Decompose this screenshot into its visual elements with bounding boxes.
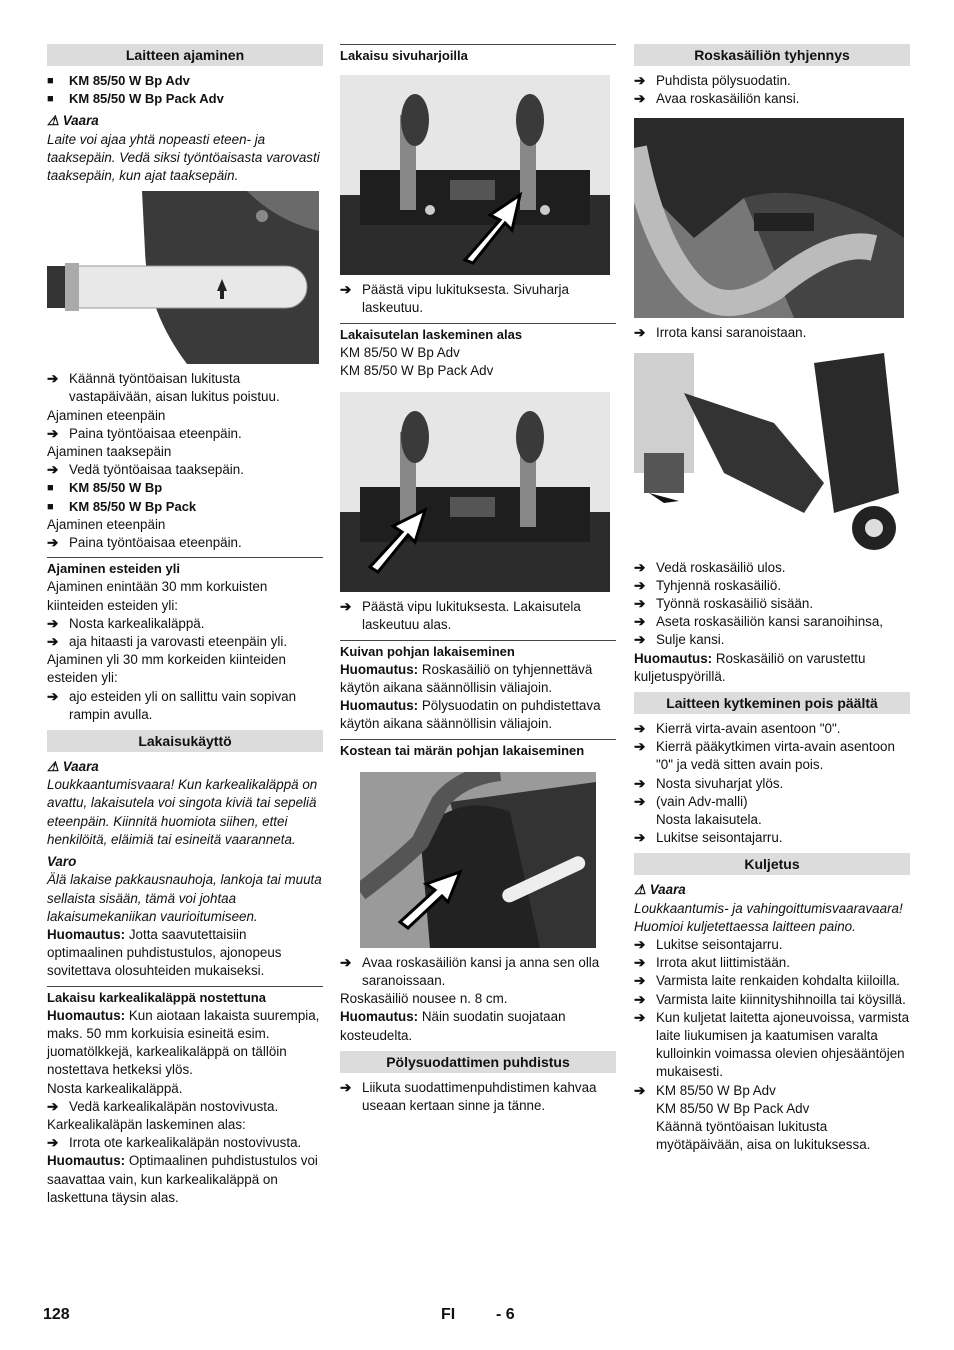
caution-text: Älä lakaise pakkausnauhoja, lankoja tai muuta sellaista sisään, tämä voi johtaa lakaisumekaniikan vaurioitumiseen. [47, 872, 322, 924]
warning-label: ⚠ Vaara [47, 113, 99, 129]
step: ➔ aja hitaasti ja varovasti eteenpäin yli. [47, 633, 323, 651]
step: ➔ Aseta roskasäiliön kansi saranoihinsa, [634, 613, 910, 631]
note: Huomautus: Optimaalinen puhdistustulos voi saavattaa vain, kun karkealikaläppä on laskettuna täysin alas. [47, 1153, 318, 1205]
text-line: Ajaminen eteenpäin [47, 516, 166, 532]
arrow-icon: ➔ [634, 721, 646, 737]
subheading-obstacles: Ajaminen esteiden yli [47, 557, 323, 578]
photo-open-lid [634, 118, 904, 318]
warning-label: ⚠ Vaara [634, 882, 686, 898]
step: ➔ (vain Adv-malli) [634, 793, 910, 811]
heading-switch-off: Laitteen kytkeminen pois päältä [634, 692, 910, 714]
step: ➔ Kierrä virta-avain asentoon "0". [634, 720, 910, 738]
model-item: ■ KM 85/50 W Bp Pack [47, 498, 323, 516]
warning-icon: ⚠ [47, 759, 60, 775]
subheading-dry-floor: Kuivan pohjan lakaiseminen [340, 640, 616, 661]
square-bullet-icon: ■ [47, 75, 54, 87]
warning-icon: ⚠ [634, 882, 647, 898]
note: Huomautus: Roskasäiliö on tyhjennettävä käytön aikana säännöllisin väliajoin. [340, 661, 593, 696]
step: ➔ Irrota kansi saranoistaan. [634, 324, 910, 342]
arrow-icon: ➔ [47, 615, 59, 631]
arrow-icon: ➔ [47, 634, 59, 650]
text-block: Ajaminen enintään 30 mm korkuisten kiinteiden esteiden yli: [47, 579, 268, 613]
subheading-flap-raised: Lakaisu karkealikaläppä nostettuna [47, 986, 323, 1007]
step: ➔ Avaa roskasäiliön kansi ja anna sen olla saranoissaan. [340, 954, 616, 990]
step: ➔ Irrota akut liittimistään. [634, 954, 910, 972]
arrow-icon: ➔ [634, 955, 646, 971]
text-block: Käännä työntöaisan lukitusta myötäpäivään, aisa on lukituksessa. [656, 1119, 871, 1153]
heading-driving: Laitteen ajaminen [47, 44, 323, 66]
arrow-icon: ➔ [634, 91, 646, 107]
heading-emptying: Roskasäiliön tyhjennys [634, 44, 910, 66]
step: ➔ ajo esteiden yli on sallittu vain sopivan rampin avulla. [47, 688, 323, 724]
arrow-icon: ➔ [47, 1135, 59, 1151]
arrow-icon: ➔ [634, 577, 646, 593]
arrow-icon: ➔ [634, 73, 646, 88]
arrow-icon: ➔ [47, 371, 59, 387]
column-3 [634, 44, 910, 1155]
arrow-icon: ➔ [634, 1082, 646, 1098]
step: ➔ KM 85/50 W Bp Adv [634, 1082, 910, 1100]
photo-pull-container [634, 353, 904, 553]
arrow-icon: ➔ [634, 793, 646, 809]
heading-filter-cleaning: Pölysuodattimen puhdistus [340, 1051, 616, 1073]
step: ➔ Varmista laite renkaiden kohdalta kiiloilla. [634, 972, 910, 990]
text-block: Ajaminen yli 30 mm korkeiden kiinteiden esteiden yli: [47, 652, 286, 686]
photo-levers-side [340, 75, 610, 275]
arrow-icon: ➔ [634, 973, 646, 989]
subheading-side-brushes: Lakaisu sivuharjoilla [340, 44, 616, 65]
square-bullet-icon: ■ [47, 482, 54, 495]
note: Huomautus: Pölysuodatin on puhdistettava käytön aikana säännöllisin väliajoin. [340, 698, 601, 732]
step: ➔ Käännä työntöaisan lukitusta vastapäivään, aisan lukitus poistuu. [47, 370, 323, 406]
step: ➔ Puhdista pölysuodatin. [634, 72, 910, 90]
step: ➔ Kun kuljetat laitetta ajoneuvoissa, varmista laite liukumisen ja kaatumisen varalta kulloinkin voimassa olevien ohjesääntöjen mukaisesti. [634, 1009, 910, 1082]
language-code: FI [441, 1306, 456, 1323]
step: ➔ Tyhjennä roskasäiliö. [634, 577, 910, 595]
step: ➔ Kierrä pääkytkimen virta-avain asentoon "0" ja vedä sitten avain pois. [634, 738, 910, 774]
note: Huomautus: Kun aiotaan lakaista suurempia, maks. 50 mm korkuisia esineitä esim. juomatölkkejä, karkealikaläppä on tällöin nostettava hetkeksi ylös. [47, 1007, 320, 1078]
arrow-icon: ➔ [634, 559, 646, 575]
step: ➔ Lukitse seisontajarru. [634, 936, 910, 954]
model-line: KM 85/50 W Bp Pack Adv [340, 363, 494, 379]
note: Huomautus: Jotta saavutettaisiin optimaalinen puhdistustulos, ajonopeus sovitettava olosuhteiden mukaiseksi. [47, 926, 282, 979]
step: ➔ Nosta karkealikaläppä. [47, 615, 323, 633]
subheading-wet-floor: Kostean tai märän pohjan lakaiseminen [340, 739, 616, 760]
step: ➔ Paina työntöaisaa eteenpäin. [47, 425, 323, 443]
heading-sweeping: Lakaisukäyttö [47, 730, 323, 752]
step: ➔ Nosta sivuharjat ylös. [634, 775, 910, 793]
warning-text: Loukkaantumis- ja vahingoittumisvaaravaara! Huomioi kuljetettaessa laitteen paino. [634, 900, 903, 934]
model-item: ■ KM 85/50 W Bp [47, 479, 323, 497]
step: ➔ Avaa roskasäiliön kansi. [634, 90, 910, 108]
arrow-icon: ➔ [47, 688, 59, 704]
step: ➔ Vedä työntöaisaa taaksepäin. [47, 461, 323, 479]
arrow-icon: ➔ [340, 954, 352, 970]
photo-container-lid [360, 772, 596, 948]
photo-levers-roller [340, 392, 610, 592]
step: ➔ Päästä vipu lukituksesta. Sivuharja laskeutuu. [340, 281, 616, 317]
text-line: Karkealikaläpän laskeminen alas: [47, 1116, 246, 1132]
warning-icon: ⚠ [47, 113, 60, 129]
arrow-icon: ➔ [634, 991, 646, 1007]
arrow-icon: ➔ [634, 830, 646, 846]
arrow-icon: ➔ [340, 1079, 352, 1095]
arrow-icon: ➔ [340, 282, 352, 298]
arrow-icon: ➔ [340, 599, 352, 615]
model-line: KM 85/50 W Bp Pack Adv [656, 1100, 810, 1116]
model-item: ■ KM 85/50 W Bp Pack Adv [47, 90, 323, 108]
step: ➔ Sulje kansi. [634, 631, 910, 649]
text-line: Roskasäiliö nousee n. 8 cm. [340, 991, 508, 1007]
step: ➔ Vedä karkealikaläpän nostovivusta. [47, 1098, 323, 1116]
arrow-icon: ➔ [634, 325, 646, 341]
square-bullet-icon: ■ [47, 500, 54, 513]
arrow-icon: ➔ [634, 1009, 646, 1025]
note: Huomautus: Roskasäiliö on varustettu kuljetuspyörillä. [634, 650, 866, 684]
arrow-icon: ➔ [634, 614, 646, 630]
warning-text: Laite voi ajaa yhtä nopeasti eteen- ja taaksepäin. Vedä siksi työntöaisasta varovasti taaksepäin, kun ajat taaksepäin. [47, 131, 320, 184]
step: ➔ Lukitse seisontajarru. [634, 829, 910, 847]
step: ➔ Päästä vipu lukituksesta. Lakaisutela laskeutuu alas. [340, 598, 616, 634]
step: ➔ Liikuta suodattimenpuhdistimen kahvaa useaan kertaan sinne ja tänne. [340, 1079, 616, 1115]
step: ➔ Työnnä roskasäiliö sisään. [634, 595, 910, 613]
warning-label: ⚠ Vaara [47, 759, 99, 775]
photo-push-handle [47, 191, 319, 364]
column-2 [340, 44, 616, 1115]
text-line: Ajaminen taaksepäin [47, 444, 172, 460]
arrow-icon: ➔ [634, 775, 646, 791]
arrow-icon: ➔ [47, 535, 59, 551]
model-item: ■ KM 85/50 W Bp Adv [47, 72, 323, 90]
arrow-icon: ➔ [47, 1098, 59, 1114]
caution-label: Varo [47, 854, 77, 870]
arrow-icon: ➔ [47, 462, 59, 478]
text-line: Nosta karkealikaläppä. [47, 1080, 183, 1096]
sub-page-number: - 6 [496, 1306, 515, 1323]
model-line: KM 85/50 W Bp Adv [340, 344, 460, 360]
arrow-icon: ➔ [47, 425, 59, 441]
arrow-icon: ➔ [634, 739, 646, 755]
subheading-lower-roller: Lakaisutelan laskeminen alas [340, 323, 616, 344]
step: ➔ Varmista laite kiinnityshihnoilla tai köysillä. [634, 991, 910, 1009]
step: ➔ Vedä roskasäiliö ulos. [634, 559, 910, 577]
warning-text: Loukkaantumisvaara! Kun karkealikaläppä on avattu, lakaisutela voi singota kiviä tai sepeliä eteenpäin. Kiinnitä huomiota siihen, ettei henkilöitä, eläimiä tai esineitä vaaranneta. [47, 777, 318, 847]
note: Huomautus: Näin suodatin suojataan kosteudelta. [340, 1009, 566, 1043]
text-line: Ajaminen eteenpäin [47, 407, 166, 423]
text-line: Nosta lakaisutela. [656, 812, 762, 828]
arrow-icon: ➔ [634, 937, 646, 953]
step: ➔ Paina työntöaisaa eteenpäin. [47, 534, 323, 552]
heading-transport: Kuljetus [634, 853, 910, 875]
arrow-icon: ➔ [634, 596, 646, 612]
page-number: 128 [43, 1306, 70, 1323]
step: ➔ Irrota ote karkealikaläpän nostovivusta. [47, 1134, 323, 1152]
arrow-icon: ➔ [634, 632, 646, 648]
square-bullet-icon: ■ [47, 93, 54, 106]
column-1 [47, 44, 323, 1207]
